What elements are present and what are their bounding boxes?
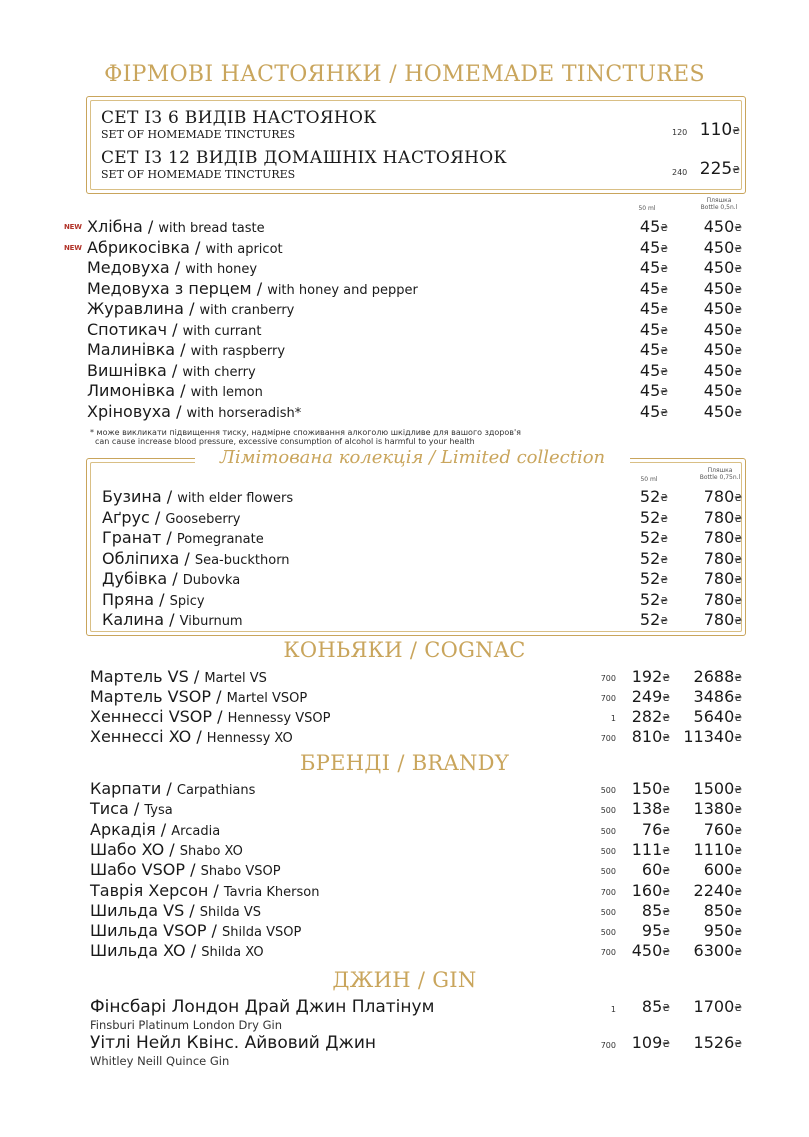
item-price-bottle: 450₴ [703,237,742,257]
set-12-price: 225₴ [699,159,740,179]
item-volume: 500 [600,907,616,917]
item-price-bottle: 600₴ [703,860,742,880]
item-name-en: Carpathians [176,783,256,798]
tincture-row: Хріновуха / with horseradish* [87,401,302,421]
item-price-glass: 52₴ [639,548,668,568]
item-name-ua: Бузина [102,487,162,506]
item-price-glass: 45₴ [639,217,668,236]
item-volume: 1 [610,714,616,723]
item-price-glass: 45₴ [639,381,668,400]
item-name-ua: Карпати [90,779,162,798]
cognac-row: Мартель VSOP / Martel VSOP [90,687,308,706]
item-price-bottle: 11340₴ [683,727,742,746]
item-price-bottle: 450₴ [703,360,742,380]
section-title-tinctures: ФІРМОВІ НАСТОЯНКИ / HOMEMADE TINCTURES [104,62,705,87]
item-price-glass: 52₴ [639,507,668,527]
item-price-glass: 45₴ [639,258,668,277]
item-volume: 500 [600,846,616,856]
item-name-ua: Тиса [90,799,129,819]
cognac-row: Мартель VS / Martel VS [90,667,267,686]
tincture-row: Вишнівка / with cherry [87,360,256,380]
set-12-volume: 240 [672,168,688,177]
item-price-glass: 52₴ [639,610,668,629]
item-price-bottle: 780₴ [703,548,742,568]
item-name-ua: Вишнівка [87,360,167,380]
item-price-bottle: 6300₴ [693,941,742,961]
item-price-bottle: 780₴ [703,589,742,609]
item-name-ua: Аґрус [102,507,150,527]
column-head-50ml: 50 ml [638,205,656,212]
item-price-bottle: 950₴ [703,921,742,941]
item-name-en: with cherry [182,364,256,380]
item-name-en: with honey [185,262,258,277]
item-price-glass: 150₴ [631,779,670,798]
item-name-ua: Дубівка [102,569,168,588]
item-name-en: Dubovka [182,573,241,588]
set-6-subtitle: SET OF HOMEMADE TINCTURES [101,128,296,141]
item-name-ua: Хлібна [87,217,143,236]
cognac-row: Хеннессі VSOP / Hennessy VSOP [90,707,331,726]
set-6-name: СЕТ ІЗ 6 ВИДІВ НАСТОЯНОК [101,108,377,128]
item-name-ua: Хріновуха [87,401,171,421]
item-price-bottle: 450₴ [703,340,742,359]
item-name-ua: Журавлина [87,299,184,318]
limited-row: Гранат / Pomegranate [102,528,264,547]
brandy-row: Шильда XO / Shilda XO [90,941,264,961]
item-price-glass: 138₴ [631,799,670,819]
tincture-row: Спотикач / with currant [87,319,262,339]
item-name-en: Arcadia [171,823,221,839]
item-name-en: Hennessy VSOP [227,711,331,726]
item-price-glass: 45₴ [639,360,668,380]
item-name-en: with lemon [190,385,263,400]
item-name-en: with apricot [205,241,283,257]
gin-row [90,997,434,1017]
tincture-row: Хлібна / with bread taste [87,217,265,236]
item-price-bottle: 780₴ [703,610,742,629]
gin-row [90,1033,376,1053]
item-price-bottle: 2240₴ [693,880,742,900]
item-name-ua: Малинівка [87,340,176,359]
tincture-row: Медовуха з перцем / with honey and pepper [87,278,418,298]
item-name-ua: Шильда VSOP [90,921,207,941]
item-volume: 500 [600,928,616,938]
item-price-bottle: 450₴ [703,319,742,339]
item-name-ua: Шильда VS [90,900,185,920]
item-price-bottle: 450₴ [703,401,742,421]
item-price-glass: 192₴ [631,667,670,686]
item-name-en: Viburnum [179,614,243,629]
item-volume: 500 [600,867,616,877]
item-name-ua: Обліпиха [102,548,180,568]
item-price-glass: 282₴ [631,707,670,726]
item-price-glass: 52₴ [639,569,668,588]
item-name-en: Shilda XO [201,945,264,961]
item-price-glass: 45₴ [639,278,668,298]
item-name-ua: Мартель VS [90,667,189,686]
item-price-bottle: 760₴ [703,819,742,839]
tincture-row: Лимонівка / with lemon [87,381,263,400]
item-volume: 700 [600,694,616,703]
brandy-row: Шабо VSOP / Shabo VSOP [90,860,281,880]
item-price-glass: 45₴ [639,319,668,339]
item-price-glass: 45₴ [639,340,668,359]
limited-row: Дубівка / Dubovka [102,569,241,588]
item-price-glass: 249₴ [631,687,670,706]
item-price-glass: 45₴ [639,299,668,318]
item-name-en: Martel VS [204,671,267,686]
item-volume: 500 [600,786,616,795]
health-note-en: can cause increase blood pressure, excessive consumption of alcohol is harmful to your health [95,437,475,446]
item-name-en: Tysa [144,803,173,819]
item-volume: 700 [600,1041,616,1050]
item-price-bottle: 1500₴ [693,779,742,798]
item-volume: 700 [600,887,616,897]
section-title-brandy: БРЕНДІ / BRANDY [300,751,509,775]
item-price-bottle: 5640₴ [693,707,742,726]
item-name-ua: Абрикосівка [87,237,190,257]
limited-row: Обліпиха / Sea-buckthorn [102,548,290,568]
item-name-ua: Таврія Херсон [90,880,209,900]
item-name-en: with elder flowers [177,491,294,506]
item-volume: 700 [600,674,616,683]
limited-row: Калина / Viburnum [102,610,243,629]
item-volume: 500 [600,826,616,836]
item-price-glass: 52₴ [639,528,668,547]
item-name-ua: Спотикач [87,319,168,339]
item-name-en: Finsburi Platinum London Dry Gin [90,1018,282,1032]
brandy-row: Аркадія / Arcadia [90,819,221,839]
item-price-bottle: 450₴ [703,258,742,277]
item-volume: 1 [610,1005,616,1014]
item-name-en: Gooseberry [165,511,241,527]
item-name-ua: Шабо VSOP [90,860,185,880]
set-6-price: 110₴ [699,120,740,140]
item-price-glass: 52₴ [639,589,668,609]
item-price-glass: 85₴ [641,997,670,1016]
limited-row: Аґрус / Gooseberry [102,507,241,527]
brandy-row: Шильда VSOP / Shilda VSOP [90,921,302,941]
item-price-glass: 810₴ [631,727,670,746]
item-price-glass: 111₴ [631,839,670,859]
set-6-volume: 120 [672,128,688,137]
item-name-en: Shabo XO [179,843,243,859]
item-price-bottle: 780₴ [703,569,742,588]
item-price-bottle: 1700₴ [693,997,742,1016]
item-name-en: Martel VSOP [226,691,308,706]
item-name-ua: Гранат [102,528,162,547]
item-price-glass: 45₴ [639,401,668,421]
item-name-en: Shilda VSOP [222,925,302,941]
tincture-row: Абрикосівка / with apricot [87,237,283,257]
item-volume: 700 [600,734,616,743]
item-name-en: Hennessy XO [206,731,293,746]
item-name-en: Spicy [169,593,205,609]
item-price-bottle: 2688₴ [693,667,742,686]
column-head-bottle: Пляшка Bottle 0,5n.l [700,197,738,211]
item-name-en: with cranberry [199,303,295,318]
item-volume: 500 [600,806,616,816]
item-name-ua: Хеннессі VSOP [90,707,213,726]
new-badge: NEW [64,223,82,231]
item-price-glass: 85₴ [641,900,670,920]
item-price-glass: 450₴ [631,941,670,961]
new-badge: NEW [64,243,82,252]
item-name-en: with currant [182,323,262,339]
brandy-row: Шильда VS / Shilda VS [90,900,261,920]
item-price-bottle: 450₴ [703,299,742,318]
item-name-ua: Хеннессі XO [90,727,192,746]
item-price-bottle: 450₴ [703,381,742,400]
item-name-ua: Медовуха з перцем [87,278,252,298]
item-price-glass: 52₴ [639,487,668,506]
item-name-ua: Шабо XO [90,839,165,859]
limited-row: Пряна / Spicy [102,589,205,609]
item-price-bottle: 1380₴ [693,799,742,819]
item-name-ua: Мартель VSOP [90,687,212,706]
item-price-glass: 45₴ [639,237,668,257]
brandy-row: Шабо XO / Shabo XO [90,839,243,859]
item-price-bottle: 1526₴ [693,1033,742,1052]
limited-row: Бузина / with elder flowers [102,487,294,506]
item-name-ua: Аркадія [90,819,156,839]
item-price-bottle: 1110₴ [693,839,742,859]
item-price-glass: 95₴ [641,921,670,941]
section-title-gin: ДЖИН / GIN [332,968,477,992]
brandy-row: Карпати / Carpathians [90,779,256,798]
item-name-en: Pomegranate [176,532,264,547]
item-name-ua: Медовуха [87,258,170,277]
section-title-limited: Лімітована колекція / Limited collection [195,447,630,468]
section-title-cognac: КОНЬЯКИ / COGNAC [283,638,526,662]
item-price-bottle: 450₴ [703,217,742,236]
cognac-row: Хеннессі XO / Hennessy XO [90,727,293,746]
set-12-name: СЕТ ІЗ 12 ВИДІВ ДОМАШНІХ НАСТОЯНОК [101,148,507,168]
item-name-en: Tavria Kherson [223,884,320,900]
item-price-bottle: 780₴ [703,528,742,547]
item-name-en: with raspberry [190,344,286,359]
item-price-glass: 160₴ [631,880,670,900]
item-price-glass: 60₴ [641,860,670,880]
set-12-subtitle: SET OF HOMEMADE TINCTURES [101,168,296,181]
item-name-ua: Пряна [102,589,155,609]
item-name-en: Sea-buckthorn [194,552,290,568]
item-name-en: with honey and pepper [267,282,418,298]
limited-column-head-50ml: 50 ml [640,476,658,483]
item-price-bottle: 780₴ [703,507,742,527]
brandy-row: Таврія Херсон / Tavria Kherson [90,880,320,900]
item-price-glass: 109₴ [631,1033,670,1052]
item-price-bottle: 450₴ [703,278,742,298]
health-note-ua: * може викликати підвищення тиску, надмірне споживання алкоголю шкідливе для вашого здоров'я [90,428,521,437]
item-price-bottle: 850₴ [703,900,742,920]
item-price-bottle: 780₴ [703,487,742,506]
item-volume: 700 [600,948,616,958]
item-name-en: Shabo VSOP [200,864,281,880]
item-price-bottle: 3486₴ [693,687,742,706]
limited-column-head-bottle: Пляшка Bottle 0,75n.l [699,467,741,481]
tincture-row: Журавлина / with cranberry [87,299,295,318]
item-name-ua: Калина [102,610,165,629]
item-name-en: Shilda VS [199,904,261,920]
tincture-row: Малинівка / with raspberry [87,340,286,359]
item-price-glass: 76₴ [641,819,670,839]
item-name-ua: Уітлі Нейл Квінс. Айвовий Джин [90,1033,376,1053]
item-name-en: Whitley Neill Quince Gin [90,1054,230,1068]
item-name-ua: Фінсбарі Лондон Драй Джин Платінум [90,997,435,1017]
item-name-ua: Шильда XO [90,941,186,961]
item-name-en: with horseradish* [186,405,302,421]
item-name-en: with bread taste [158,221,265,236]
tincture-row: Медовуха / with honey [87,258,258,277]
item-name-ua: Лимонівка [87,381,176,400]
brandy-row: Тиса / Tysa [90,799,173,819]
